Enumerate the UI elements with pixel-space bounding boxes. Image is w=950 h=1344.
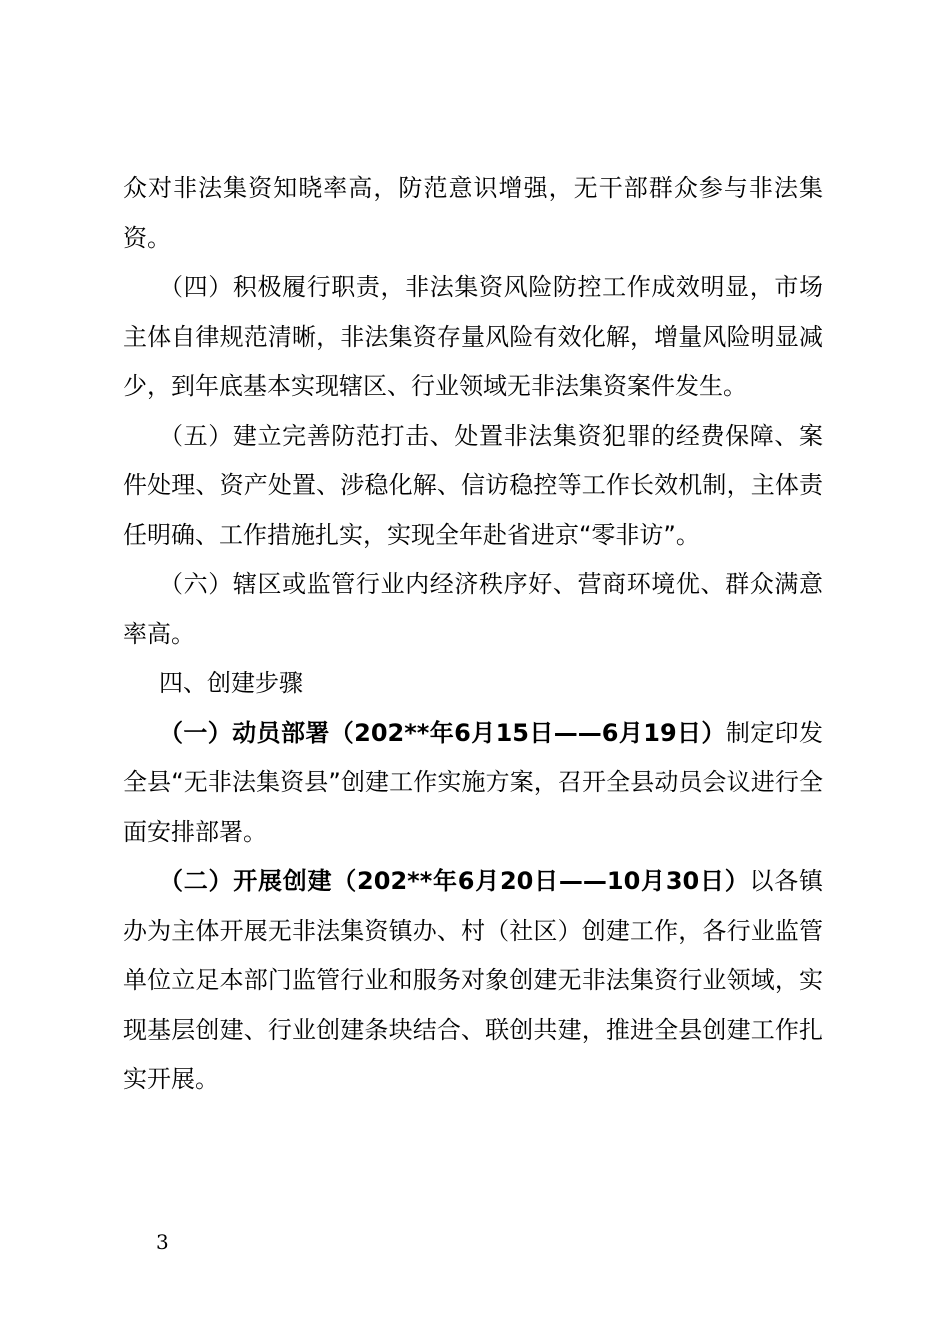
paragraph-item-six: （六）辖区或监管行业内经济秩序好、营商环境优、群众满意率高。 [123, 570, 823, 648]
step-two-text: 以各镇办为主体开展无非法集资镇办、村（社区）创建工作，各行业监管单位立足本部门监管行业和服务对象创建无非法集资行业领域，实现基层创建、行业创建条块结合、联创共建，推进全县创建工作扎实开展。 [123, 867, 823, 1093]
paragraph-item-four: （四）积极履行职责，非法集资风险防控工作成效明显，市场主体自律规范清晰，非法集资存量风险有效化解，增量风险明显减少，到年底基本实现辖区、行业领域无非法集资案件发生。 [123, 273, 823, 400]
paragraph-continuation: 众对非法集资知晓率高，防范意识增强，无干部群众参与非法集资。 [123, 174, 823, 252]
page-number: 3 [156, 1230, 169, 1254]
paragraph-step-one [123, 709, 823, 858]
step-two-heading: （二）开展创建（202**年6月20日——10月30日） [159, 867, 750, 895]
step-one-text: 制定印发全县“无非法集资县”创建工作实施方案，召开全县动员会议进行全面安排部署。 [123, 718, 823, 846]
step-one-heading: （一）动员部署（202**年6月15日——6月19日） [159, 718, 726, 747]
paragraph-item-five: （五）建立完善防范打击、处置非法集资犯罪的经费保障、案件处理、资产处置、涉稳化解、信访稳控等工作长效机制，主体责任明确、工作措施扎实，实现全年赴省进京“零非访”。 [123, 421, 823, 549]
document-body [123, 164, 823, 1105]
paragraph-step-two [123, 857, 823, 1105]
section-heading-steps: 四、创建步骤 [159, 669, 303, 697]
